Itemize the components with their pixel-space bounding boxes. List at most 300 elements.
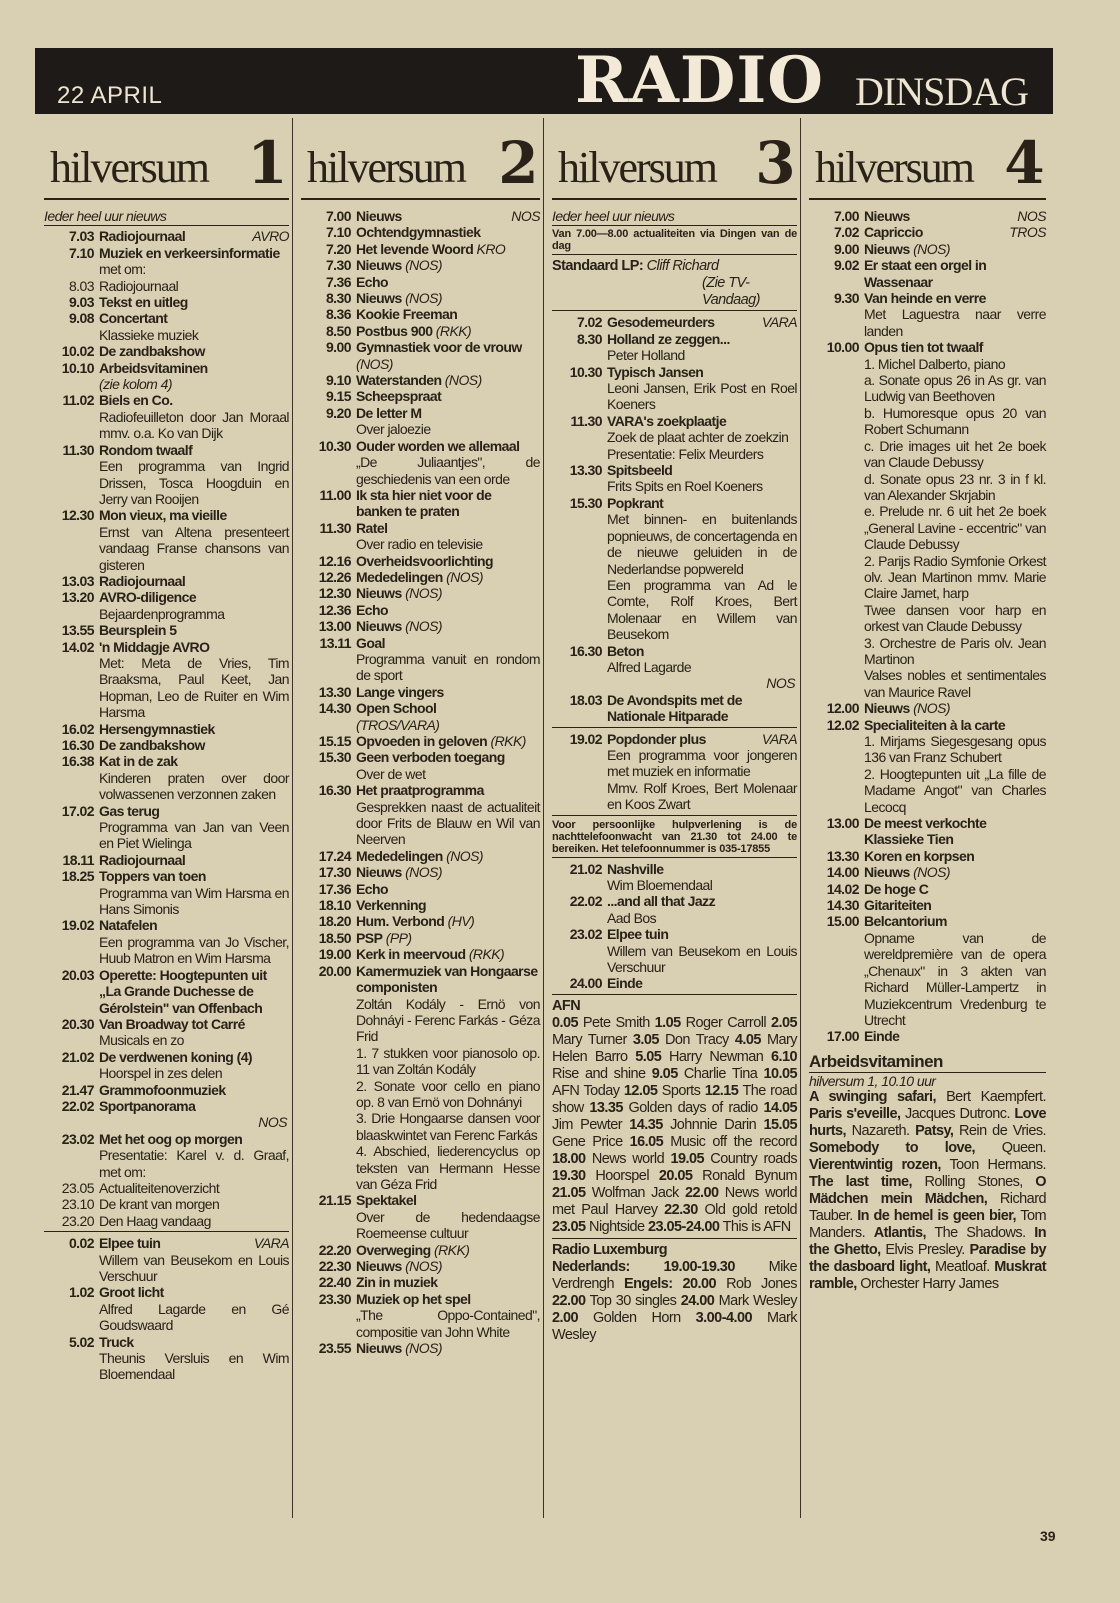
program-body [99, 1131, 289, 1180]
program-title: Echo [356, 880, 389, 897]
program-body [356, 1192, 540, 1241]
program-time: 18.20 [318, 913, 351, 930]
schedule-show: Rob Jones [726, 1275, 797, 1292]
schedule-show: Mike Verdrengh [552, 1258, 798, 1292]
program-body [99, 392, 289, 441]
program-description: Een programma van Ingrid Drissen, Tosca Hoogduin en Jerry van Rooijen [99, 458, 289, 507]
program-description: Presentatie: Felix Meurders [607, 445, 764, 462]
program-title-line [864, 881, 1046, 897]
song-artist: Rein de Vries. [959, 1123, 1047, 1140]
broadcaster: (NOS) [405, 257, 442, 274]
station-header [44, 118, 289, 200]
program-time: 20.00 [318, 962, 351, 979]
program-time: 9.20 [325, 404, 351, 421]
program-description: 2. Hoogtepunten uit „La fille de Madame Angot" van Charles Lecocq [864, 765, 1046, 815]
program-title: Kat in de zak [99, 753, 178, 770]
broadcaster: VARA [761, 730, 797, 747]
program-body [99, 803, 289, 852]
program-description: Klassieke muziek [99, 326, 199, 343]
program-title-line [864, 339, 1046, 355]
program-time: 0.02 [68, 1235, 94, 1252]
program-entry [44, 310, 289, 343]
schedule-time: 0.05 [552, 1014, 579, 1031]
program-body [99, 310, 289, 343]
program-title-line [356, 1258, 540, 1274]
program-title: Gesodemeurders [607, 314, 715, 331]
program-entry [44, 967, 289, 1016]
program-title-line [99, 360, 289, 376]
program-title: Van heinde en verre [864, 290, 986, 307]
program-time: 22.02 [569, 893, 602, 910]
program-description: b. Humoresque opus 20 van Robert Schumann [864, 404, 1046, 438]
program-description: c. Drie images uit het 2e boek van Claude Debussy [864, 437, 1046, 471]
program-time: 15.00 [826, 913, 859, 930]
program-body [99, 1180, 289, 1196]
program-title: Muziek en verkeersinformatie [99, 244, 280, 261]
schedule-show: Johnnie Darin [670, 1116, 757, 1133]
block-schedule [552, 1259, 797, 1344]
program-time: 18.10 [318, 897, 351, 914]
program-title: De meest verkochte Klassieke Tien [864, 815, 987, 848]
program-time: 17.30 [318, 864, 351, 881]
program-entry [301, 405, 540, 438]
program-body [99, 1098, 289, 1114]
program-title-line [864, 700, 1046, 716]
program-entry [552, 692, 797, 725]
program-time: 16.02 [61, 720, 94, 737]
program-time: 14.02 [826, 880, 859, 897]
program-time: 12.16 [318, 552, 351, 569]
program-body [607, 975, 797, 991]
program-time: 11.30 [62, 441, 94, 458]
program-description: e. Prelude nr. 6 uit het 2e boek „General Lavine - eccentric" van Claude Debussy [864, 503, 1046, 553]
program-time: 12.30 [61, 507, 94, 524]
program-time: 22.30 [318, 1258, 351, 1274]
block-title: AFN [552, 997, 581, 1014]
program-title: Grammofoonmuziek [99, 1081, 226, 1098]
program-title: Echo [356, 601, 389, 618]
schedule-show: Pete Smith [582, 1014, 650, 1031]
schedule-show: Jim Pewter [552, 1116, 622, 1133]
program-title-line [607, 314, 797, 330]
program-time: 19.02 [61, 917, 94, 934]
program-title: De krant van morgen [99, 1196, 220, 1213]
program-entry [809, 208, 1046, 224]
program-time: 11.00 [319, 486, 351, 503]
broadcaster: VARA [253, 1235, 289, 1252]
program-time: 7.02 [576, 314, 602, 331]
program-entry [44, 1016, 289, 1049]
divider [44, 1231, 289, 1232]
program-description: 1. Michel Dalberto, piano [864, 355, 1006, 372]
program-description: Mmv. Rolf Kroes, Bert Molenaar en Koos Zwart [607, 779, 797, 813]
program-body [99, 589, 289, 622]
program-body [356, 881, 540, 897]
schedule-show: Mary Helen Barro [552, 1031, 798, 1065]
schedule-show: Rise and shine [552, 1065, 646, 1082]
program-time: 10.00 [826, 339, 859, 356]
program-entry [552, 495, 797, 643]
program-title-line [356, 733, 540, 749]
program-title: Popkrant [607, 494, 664, 511]
program-title-line [356, 602, 540, 618]
program-entry [552, 462, 797, 495]
block-schedule [552, 1015, 797, 1236]
program-title-line [99, 1082, 289, 1098]
program-body [864, 224, 1046, 240]
program-title: VARA's zoekplaatje [607, 412, 727, 429]
program-title-line [99, 1131, 289, 1147]
program-title: De letter M [356, 404, 422, 421]
program-entry [809, 881, 1046, 897]
program-body [864, 881, 1046, 897]
program-title-line [864, 224, 1046, 240]
program-time: 7.00 [833, 208, 859, 224]
broadcaster: (PP) [385, 929, 412, 946]
program-entry [552, 364, 797, 413]
program-title: AVRO-diligence [99, 589, 197, 606]
program-body [99, 622, 289, 638]
song-title: Atlantis, [873, 1225, 926, 1242]
schedule-show: The road show [552, 1082, 797, 1116]
schedule-time: 6.10 [771, 1048, 798, 1065]
program-title-line [99, 622, 289, 638]
program-title: Ochtendgymnastiek [356, 224, 481, 241]
program-title: Nieuws [864, 864, 910, 881]
program-body [864, 848, 1046, 864]
program-title-line [864, 848, 1046, 864]
program-entry [809, 257, 1046, 290]
program-entry [552, 926, 797, 975]
program-description: Radiofeuilleton door Jan Moraal mmv. o.a. Ko van Dijk [99, 408, 289, 442]
program-title: Natafelen [99, 917, 158, 934]
schedule-time: 14.35 [629, 1116, 663, 1133]
program-title-line [356, 881, 540, 897]
program-title-line [99, 967, 289, 1016]
program-body [99, 1284, 289, 1333]
program-title-line [864, 290, 1046, 306]
program-title-line [356, 585, 540, 601]
program-description: Programma van Wim Harsma en Hans Simonis [99, 884, 289, 918]
song-title: Paradise by the dasboard light, [809, 1242, 1046, 1276]
program-title-line [864, 913, 1046, 929]
block-title: Radio Luxemburg [552, 1241, 668, 1258]
station-header [809, 118, 1046, 200]
schedule-time: 23.05-24.00 [648, 1218, 720, 1235]
program-body [99, 278, 289, 294]
program-entry [809, 339, 1046, 700]
schedule-time: 20.05 [658, 1167, 693, 1184]
song-title: In de hemel is geen bier, [857, 1208, 1017, 1225]
program-description: Een programma van Jo Vischer, Huub Matron en Wim Harsma [99, 933, 289, 967]
broadcaster: NOS [511, 208, 540, 224]
schedule-time: 19.30 [552, 1167, 586, 1184]
program-title: Er staat een orgel in Wassenaar [864, 257, 987, 290]
program-time: 19.02 [569, 730, 602, 747]
program-title: Popdonder plus [607, 730, 706, 747]
program-description: d. Sonate opus 23 nr. 3 in f kl. van Alexander Skrjabin [864, 470, 1046, 503]
program-body [99, 294, 289, 310]
broadcaster: (NOS) [913, 700, 950, 717]
program-title: Nieuws [356, 618, 402, 635]
program-title-line [99, 917, 289, 933]
schedule-time: 18.00 [552, 1150, 586, 1167]
song-title: Patsy, [915, 1123, 954, 1140]
program-entry [301, 241, 540, 257]
program-entry [44, 1049, 289, 1082]
program-title: Radiojournaal [99, 572, 186, 589]
program-title: PSP [356, 929, 383, 946]
program-body [356, 553, 540, 569]
program-body [356, 749, 540, 782]
small-note: Van 7.00—8.00 actualiteiten via Dingen van de dag [552, 228, 797, 255]
schedule-time: 21.05 [552, 1184, 586, 1201]
schedule-time: 3.00-4.00 [695, 1309, 752, 1326]
program-body [99, 852, 289, 868]
program-title-line [99, 1334, 289, 1350]
program-entry [301, 339, 540, 372]
program-body [99, 1082, 289, 1098]
program-title: Het praatprogramma [356, 782, 484, 799]
schedule-time: 4.05 [734, 1031, 761, 1048]
schedule-show: Golden days of radio [628, 1099, 758, 1116]
program-title-line [356, 1274, 540, 1290]
program-entry [809, 717, 1046, 815]
program-time: 13.00 [318, 618, 351, 635]
program-title: Goal [356, 634, 385, 651]
program-entry [552, 331, 797, 364]
program-title: Kerk in meervoud [356, 946, 466, 963]
program-time: 14.30 [318, 700, 351, 717]
program-body [99, 1235, 289, 1284]
program-body [99, 245, 289, 278]
broadcaster: (NOS) [405, 585, 442, 602]
schedule-show: Mark Wesley [552, 1309, 798, 1343]
program-entry [301, 569, 540, 585]
program-time: 8.03 [68, 277, 94, 294]
program-title-line [99, 721, 289, 737]
program-entry [44, 1131, 289, 1180]
program-time: 12.02 [826, 716, 859, 733]
program-body [99, 360, 289, 393]
program-title-line [99, 589, 289, 605]
program-time: 10.10 [61, 359, 94, 376]
program-title: Einde [864, 1028, 900, 1045]
program-title-line [607, 893, 797, 909]
song-artist: Queen. [1001, 1140, 1046, 1157]
program-title: Capriccio [864, 224, 923, 241]
program-entry [301, 749, 540, 782]
program-body [607, 731, 797, 813]
song-artist: Elvis Presley. [885, 1242, 965, 1259]
program-time: 24.00 [569, 975, 602, 992]
program-title-line [356, 897, 540, 913]
program-title: Nieuws [356, 864, 402, 881]
program-time: 10.30 [318, 437, 351, 454]
program-title-line [607, 413, 797, 429]
song-title: In the Ghetto, [809, 1225, 1047, 1259]
broadcaster-tag: NOS [766, 675, 795, 692]
program-body [607, 331, 797, 364]
program-entry [301, 1274, 540, 1290]
divider [552, 815, 797, 816]
program-entry [809, 1028, 1046, 1044]
program-body [356, 438, 540, 487]
program-title-line [356, 963, 540, 996]
program-description: 4. Abschied, liederencyclus op teksten van Hermann Hesse van Géza Frid [356, 1143, 540, 1192]
program-time: 8.36 [325, 306, 351, 323]
program-description: Musicals en zo [99, 1032, 184, 1049]
program-title: Actualiteitenoverzicht [99, 1179, 220, 1196]
program-title: Mededelingen [356, 847, 443, 864]
program-entry [809, 224, 1046, 240]
program-title-line [607, 975, 797, 991]
program-title-line [99, 294, 289, 310]
program-title: Beursplein 5 [99, 622, 177, 639]
program-time: 13.20 [61, 589, 94, 606]
program-body [356, 323, 540, 339]
program-body [607, 926, 797, 975]
program-entry [301, 1258, 540, 1274]
program-title-line [356, 684, 540, 700]
schedule-show: Gene Price [552, 1133, 623, 1150]
program-body [864, 815, 1046, 848]
program-time: 17.02 [61, 802, 94, 819]
program-entry [44, 343, 289, 359]
program-title: Beton [607, 642, 644, 659]
broadcaster: (zie kolom 4) [99, 376, 172, 393]
schedule-show: This is AFN [722, 1218, 791, 1235]
program-entry [301, 782, 540, 848]
schedule-show: News world [591, 1150, 665, 1167]
program-title-line [99, 1049, 289, 1065]
program-title-line [356, 864, 540, 880]
program-entry [44, 589, 289, 622]
program-title-line [99, 1284, 289, 1300]
program-body [864, 257, 1046, 290]
program-entry [44, 442, 289, 508]
program-time: 23.55 [318, 1340, 351, 1357]
program-time: 9.03 [68, 294, 94, 311]
program-entry [809, 897, 1046, 913]
station-name: hilversum [307, 142, 465, 192]
lp-ref: (Zie TV-Vandaag) [702, 275, 760, 309]
program-title-line [99, 1098, 289, 1114]
program-body [99, 967, 289, 1016]
station-column-2 [297, 118, 544, 1518]
program-title-line [99, 228, 289, 244]
program-entry [301, 1242, 540, 1258]
page-number: 39 [1040, 1528, 1056, 1544]
program-description: Peter Holland [607, 347, 685, 364]
program-title: Groot licht [99, 1284, 164, 1301]
program-entry [44, 1213, 289, 1229]
program-time: 16.38 [61, 753, 94, 770]
program-time: 13.11 [319, 634, 351, 651]
program-time: 7.10 [325, 224, 351, 241]
program-body [356, 585, 540, 601]
program-title: Spitsbeeld [607, 462, 673, 479]
program-time: 13.30 [826, 847, 859, 864]
program-time: 15.30 [569, 494, 602, 511]
program-title: Typisch Jansen [607, 363, 704, 380]
program-body [864, 339, 1046, 700]
program-time: 18.11 [62, 851, 94, 868]
program-time: 7.00 [325, 208, 351, 224]
program-time: 11.30 [570, 412, 602, 429]
program-body [607, 364, 797, 413]
song-artist: Jacques Dutronc. [904, 1106, 1010, 1123]
program-body [356, 1258, 540, 1274]
program-title-line [607, 495, 797, 511]
schedule-show: Charlie Tina [683, 1065, 758, 1082]
program-title-line [99, 507, 289, 523]
program-time: 13.03 [61, 572, 94, 589]
program-title-line [607, 731, 797, 747]
program-title: Elpee tuin [607, 926, 669, 943]
program-time: 23.05 [61, 1179, 94, 1196]
program-title: Radiojournaal [99, 228, 186, 245]
broadcaster: (NOS) [446, 568, 484, 585]
song-title: A swinging safari, [809, 1089, 936, 1106]
broadcaster-tag: NOS [258, 1114, 287, 1131]
program-title-line [99, 343, 289, 359]
program-title-line [356, 323, 540, 339]
program-body [607, 413, 797, 462]
program-time: 13.55 [61, 622, 94, 639]
song-artist: Meatloaf. [934, 1259, 990, 1276]
program-body [356, 913, 540, 929]
program-time: 7.30 [325, 257, 351, 274]
station-number: 4 [1004, 129, 1044, 198]
song-title: Somebody to love, [809, 1140, 976, 1157]
program-entry [301, 946, 540, 962]
program-entry [809, 864, 1046, 880]
schedule-time: 22.00 [552, 1292, 586, 1309]
program-title: De zandbakshow [99, 737, 205, 753]
program-time: 9.10 [325, 372, 351, 389]
program-entry [552, 893, 797, 926]
schedule-show: Wolfman Jack [591, 1184, 679, 1201]
program-title-line [356, 700, 540, 716]
program-time: 9.00 [833, 240, 859, 257]
program-description: Alfred Lagarde en Gé Goudswaard [99, 1300, 289, 1334]
program-title-line [356, 848, 540, 864]
schedule-show: Ronald Bynum [702, 1167, 798, 1184]
program-body [99, 1049, 289, 1082]
program-title-line [99, 1235, 289, 1251]
broadcaster: (NOS) [356, 355, 393, 372]
program-body [99, 442, 289, 508]
program-body [864, 208, 1046, 224]
program-description: Opname van de wereldpremière van de opera „Chenaux" in 3 akten van Richard Müller-Lampertz in Muziekcentrum Vredenburg te Utrecht [864, 929, 1046, 1028]
broadcaster: TROS [1009, 224, 1046, 241]
program-time: 13.30 [569, 462, 602, 479]
program-body [356, 1242, 540, 1258]
broadcaster: (NOS) [405, 1340, 442, 1357]
program-entry [809, 848, 1046, 864]
program-title: Ratel [356, 519, 388, 536]
program-entry [44, 360, 289, 393]
program-entry [44, 721, 289, 737]
program-description: Alfred Lagarde [607, 658, 692, 675]
program-body [356, 733, 540, 749]
program-time: 10.30 [569, 363, 602, 380]
program-description: Frits Spits en Roel Koeners [607, 478, 763, 495]
program-body [99, 1196, 289, 1212]
song-artist: Tom Manders. [809, 1208, 1047, 1242]
program-title: Nieuws [356, 1340, 402, 1357]
